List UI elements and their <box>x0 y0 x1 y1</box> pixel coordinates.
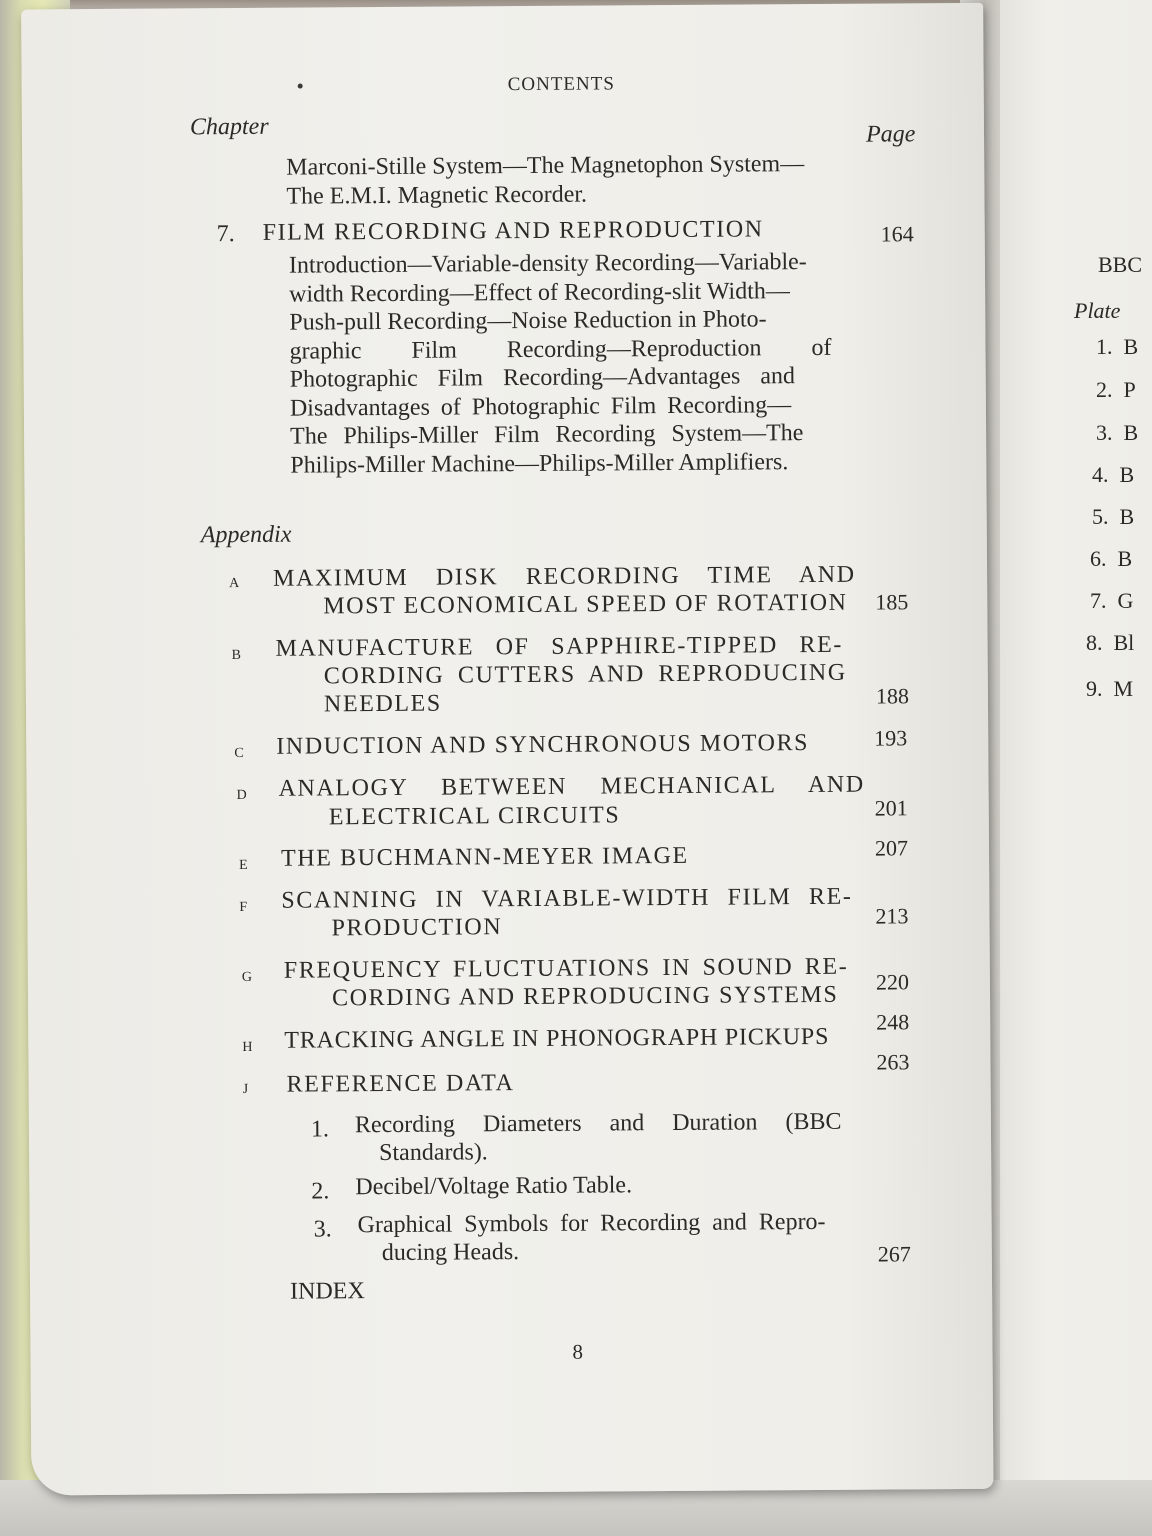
ink-speck <box>298 84 303 89</box>
appendix-letter: C <box>234 745 244 762</box>
appendix-letter: F <box>239 899 248 916</box>
appendix-f-title-line-1: SCANNING IN VARIABLE-WIDTH FILM RE- <box>281 883 853 914</box>
appendix-d-page: 201 <box>874 795 908 821</box>
appendix-letter: E <box>239 857 248 874</box>
right-page <box>1000 0 1152 1536</box>
appendix-letter: D <box>236 787 247 804</box>
appendix-e-page: 207 <box>874 835 909 861</box>
plate-entry-4: 4. B <box>1092 462 1135 487</box>
chapter-7-page: 164 <box>880 221 914 247</box>
appendix-f-title-line-2: PRODUCTION <box>331 914 503 942</box>
chapter-7-desc-line: Photographic Film Recording—Advantages and <box>289 363 796 393</box>
plate-entry-1: 1. B <box>1096 334 1139 359</box>
appendix-a-title-line-2: MOST ECONOMICAL SPEED OF ROTATION <box>323 589 848 620</box>
plate-entry-8: 8. Bl <box>1086 630 1135 655</box>
chapter-7-number: 7. <box>216 221 235 248</box>
appendix-letter: G <box>241 969 253 985</box>
reference-item-2-number: 2. <box>311 1178 330 1205</box>
reference-item-2-line-1: Decibel/Voltage Ratio Table. <box>355 1172 633 1201</box>
reference-item-3-line-2: ducing Heads. <box>381 1239 520 1267</box>
appendix-h-page: 248 <box>876 1009 910 1035</box>
page-number: 8 <box>572 1339 584 1364</box>
plate-label: Plate <box>1074 298 1121 323</box>
appendix-a-title-line-1: MAXIMUM DISK RECORDING TIME AND <box>273 561 856 592</box>
appendix-b-title-line-1: MANUFACTURE OF SAPPHIRE-TIPPED RE- <box>275 631 844 662</box>
right-page-heading: BBC <box>1098 252 1143 277</box>
chapter-7-description <box>289 248 857 480</box>
appendix-b-title-line-2: CORDING CUTTERS AND REPRODUCING <box>323 659 847 690</box>
plate-entry-5: 5. B <box>1092 504 1135 529</box>
appendix-g-page: 220 <box>875 969 910 995</box>
appendix-g-title-line-2: CORDING AND REPRODUCING SYSTEMS <box>331 981 839 1012</box>
reference-item-1-line-2: Standards). <box>379 1139 488 1167</box>
plate-entry-2: 2. P <box>1096 377 1136 402</box>
reference-item-3-number: 3. <box>313 1216 332 1243</box>
reference-item-1-line-1: Recording Diameters and Duration (BBC <box>354 1108 842 1139</box>
chapter-7-desc-line: graphic Film Recording—Reproduction of <box>289 334 832 365</box>
appendix-j-page: 263 <box>876 1049 910 1075</box>
chapter-7-desc-line: width Recording—Effect of Recording-slit Width— <box>289 277 790 308</box>
plate-entry-3: 3. B <box>1096 420 1139 445</box>
chapter-column-label: Chapter <box>189 113 269 141</box>
appendix-d-title-line-2: ELECTRICAL CIRCUITS <box>328 802 621 831</box>
appendix-letter: A <box>229 575 240 592</box>
appendix-g-title-line-1: FREQUENCY FLUCTUATIONS IN SOUND RE- <box>283 953 849 984</box>
chapter-7-title: FILM RECORDING AND REPRODUCTION <box>262 216 764 246</box>
chapter-7-desc-line: The Philips-Miller Film Recording System—The <box>290 420 804 450</box>
prev-chapter-line-1: Marconi-Stille System—The Magnetophon System— <box>286 151 805 181</box>
index-label: INDEX <box>289 1278 365 1305</box>
appendix-letter: H <box>242 1039 253 1055</box>
page-column-label: Page <box>865 121 916 148</box>
appendix-a-page: 185 <box>875 589 909 615</box>
appendix-c-title: INDUCTION AND SYNCHRONOUS MOTORS <box>276 730 810 760</box>
chapter-7-desc-line: Push-pull Recording—Noise Reduction in Photo- <box>289 306 767 336</box>
page-title: CONTENTS <box>507 73 615 96</box>
appendix-e-title: THE BUCHMANN-MEYER IMAGE <box>280 842 689 872</box>
chapter-7-desc-line: Introduction—Variable-density Recording—Variable- <box>288 249 807 279</box>
appendix-label: Appendix <box>200 521 292 549</box>
contents-page <box>21 3 993 1496</box>
appendix-h-title: TRACKING ANGLE IN PHONOGRAPH PICKUPS <box>284 1023 830 1054</box>
prev-chapter-line-2: The E.M.I. Magnetic Recorder. <box>286 181 588 210</box>
chapter-7-desc-line: Philips-Miller Machine—Philips-Miller Amplifiers. <box>290 448 789 479</box>
appendix-d-title-line-1: ANALOGY BETWEEN MECHANICAL AND <box>278 771 865 802</box>
plate-entry-7: 7. G <box>1090 588 1134 613</box>
plate-entry-9: 9. M <box>1086 676 1134 701</box>
appendix-b-page: 188 <box>875 683 910 709</box>
index-page: 267 <box>877 1241 911 1267</box>
appendix-j-title: REFERENCE DATA <box>286 1070 515 1098</box>
appendix-f-page: 213 <box>875 903 909 929</box>
appendix-c-page: 193 <box>874 725 908 751</box>
reference-item-3-line-1: Graphical Symbols for Recording and Repro- <box>357 1208 826 1239</box>
reference-item-1-number: 1. <box>310 1116 330 1143</box>
chapter-7-desc-line: Disadvantages of Photographic Film Recording— <box>289 391 792 422</box>
appendix-b-title-line-3: NEEDLES <box>323 690 442 718</box>
plate-entry-6: 6. B <box>1090 546 1133 571</box>
appendix-letter: B <box>231 647 242 664</box>
appendix-letter: J <box>242 1081 249 1097</box>
